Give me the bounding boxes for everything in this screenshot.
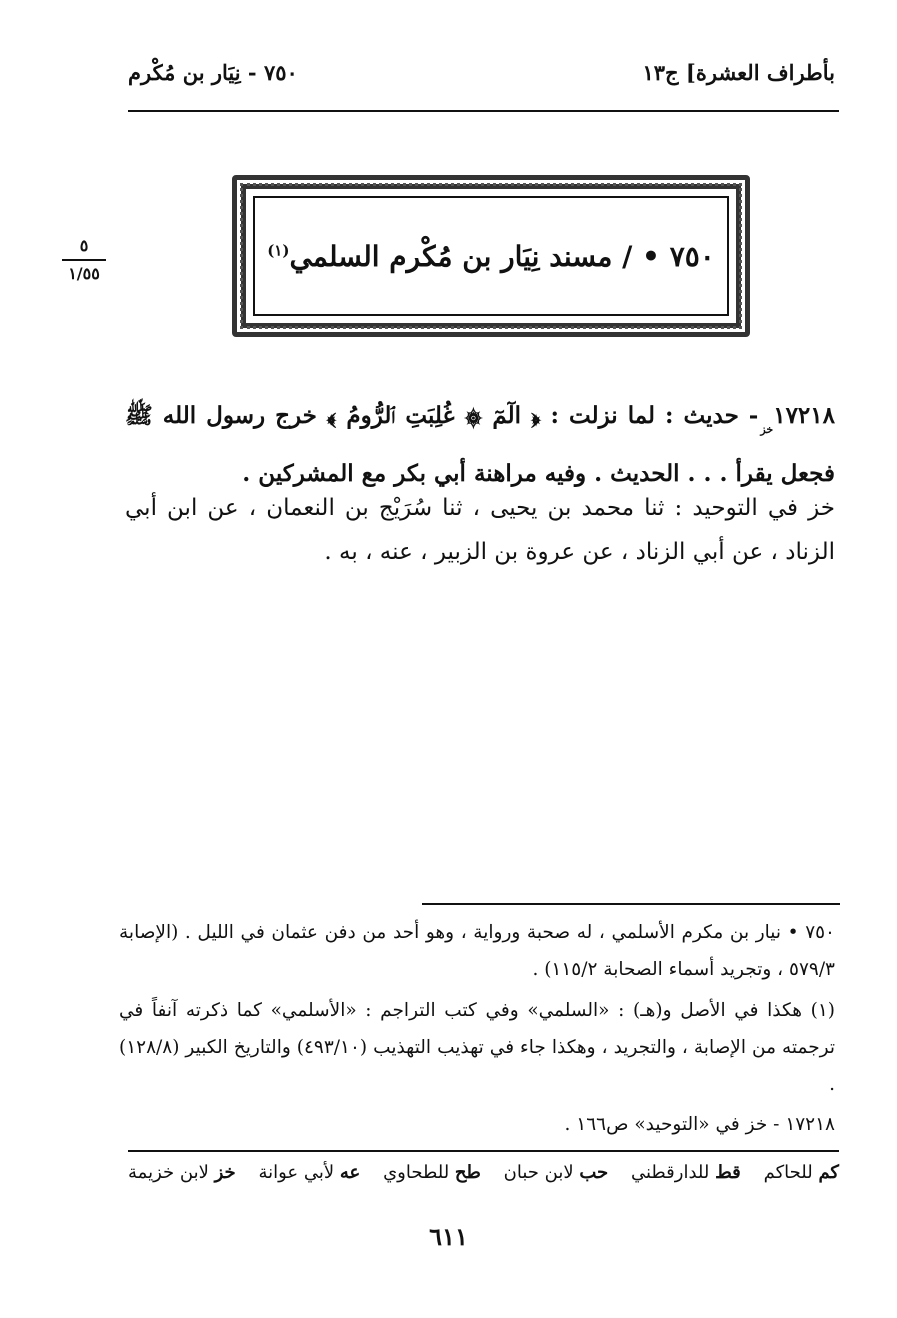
sigla-divider — [128, 1150, 839, 1152]
margin-manuscript-reference — [62, 236, 106, 284]
running-header-book-title: بأطراف العشرة] ج١٣ — [642, 60, 835, 85]
header-divider — [128, 110, 839, 112]
hadith-isnad: خز في التوحيد : ثنا محمد بن يحيى ، ثنا سُرَيْج بن النعمان ، عن ابن أبي الزناد ، عن أبي الزناد ، عن عروة بن الزبير ، عنه ، به . — [125, 495, 835, 565]
footnote-biography: ٧٥٠ • نيار بن مكرم الأسلمي ، له صحبة ورواية ، وهو أحد من دفن عثمان في الليل . (الإصابة ٥٧٩/٣ ، وتجريد أسماء الصحابة ١١٥/٢) . — [119, 922, 835, 980]
page-number: ٦١١ — [429, 1222, 468, 1251]
margin-ref-divider — [62, 259, 106, 261]
margin-ref-top: ٥ — [79, 236, 89, 255]
siglum-item: عه لأبي عوانة — [258, 1162, 361, 1183]
footnote-1: (١) هكذا في الأصل و(هـ) : «السلمي» وفي كتب التراجم : «الأسلمي» كما ذكرته آنفاً في ترجمته من الإصابة ، والتجريد ، وهكذا جاء في تهذيب التهذيب (٤٩٣/١٠) والتاريخ الكبير (١٢٨/٨) . — [119, 1000, 835, 1095]
siglum-item: كم للحاكم — [763, 1162, 839, 1183]
section-title — [267, 240, 715, 273]
sigla-legend — [128, 1162, 839, 1183]
hadith-number: ١٧٢١٨ — [773, 402, 835, 429]
siglum-item: طح للطحاوي — [383, 1162, 481, 1183]
footnote-separator — [422, 903, 840, 905]
hadith-text — [125, 394, 835, 496]
siglum-item: قط للدارقطني — [630, 1162, 741, 1183]
siglum-item: خز لابن خزيمة — [128, 1162, 236, 1183]
section-title-footnote-ref: (١) — [267, 241, 290, 260]
margin-ref-bottom: ١/٥٥ — [68, 263, 100, 283]
running-header-entry-title: ٧٥٠ - نِيَار بن مُكْرم — [128, 60, 298, 85]
siglum-item: حب لابن حبان — [503, 1162, 609, 1183]
section-title-box — [253, 196, 729, 316]
hadith-siglum: خز — [760, 423, 774, 436]
section-title-text: ٧٥٠ • / مسند نِيَار بن مُكْرم السلمي — [289, 239, 715, 273]
footnote-source: ١٧٢١٨ - خز في «التوحيد» ص١٦٦ . — [564, 1114, 835, 1135]
hadith-body: - حديث : لما نزلت : ﴿ الٓمٓ ۞ غُلِبَتِ ٱلرُّومُ ﴾ خرج رسول الله ﷺ فجعل يقرأ . . . الحديث . وفيه مراهنة أبي بكر مع المشركين . — [125, 402, 835, 487]
